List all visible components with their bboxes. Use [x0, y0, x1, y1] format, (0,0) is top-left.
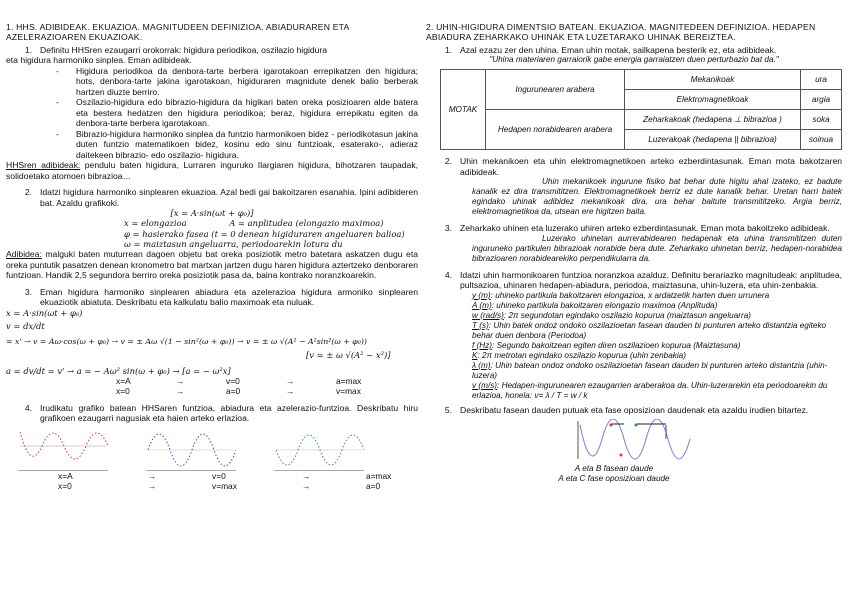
wave-definition-quote: "Uhina materiaren garraiorik gabe energia garraiatzen duen perturbazio bat da." [489, 55, 779, 65]
phase-wave-icon [576, 419, 696, 461]
bullet: - Higidura periodikoa da denbora-tarte berbera igarotakoan errepikatzen den higidura; hots, denbora-tarte jakina igarotakoan, higiduraren magnidute denek balio berberak hartzen diuzte berriro. [56, 65, 418, 97]
equation: = x' → v = Aω·cos(ω + φ₀) → v = ± Aω √(1 − sin²(ω + φ₀)) → v = ± ω √(A² − A²sin²(ω + φ₀)) [6, 337, 367, 347]
formula-def: φ = hasierako fasea (t = 0 denean higiduraren angeluaren balioa) [124, 228, 405, 239]
shm-graphs [18, 428, 418, 471]
bullet: - Bibrazio-higidura harmoniko sinplea da funtzio harmonikoen bidez - periodikotasun jakina duten funtzio matematikoen bidez, kosinu edo sinu funtzioak, esaterako-, adieraz daitekeen bibrazio- edo oszilazio- higidura. [56, 128, 418, 160]
question-2-4: 4. Idatzi uhin harmonikoaren funtzioa noranzkoa azalduz. Definitu berariazko magnitudeak: anplitudea, pultsazioa, uhinaren hedapen-abiadura, periodoa, maiztasuna, uhin-luzera, eta uhin-zenbakia. [444, 269, 842, 291]
question-text: Definitu HHSren ezaugarri orokorrak: higidura periodikoa, oszilazio higidura [40, 44, 328, 55]
formula-def: ω = maiztasun angeluarra, periodoarekin lotura du [124, 238, 343, 249]
section-1-heading: 1. HHS. ADIBIDEAK. EKUAZIOA. MAGNITUDEEN DEFINIZIOA. ABIADURAREN ETA AZELERAZIOAREN EKUAZIOAK. [6, 22, 349, 43]
question-text-cont: eta higidura harmoniko sinplea. Eman adibideak. [6, 55, 192, 66]
magnitude-def: f (Hz): Segundo bakoitzean egiten diren oszilazioen kopurua (Maiztasuna) [472, 340, 741, 350]
caption-opposition: A eta C fase oposizioan daude [558, 473, 670, 483]
values-table: x=A → v=0 → a=max x=0 → a=0 → v=max [116, 376, 362, 397]
example-paragraph: Adibidea: malguki baten muturrean dagoen objetu bat oreka posiziotik metro batetara askatzen dugu eta oreka puntutik pasatzen denean kronometro bat martxan jartzen dugu haren higidura aztertzeko denboraren funtzioan. Handik 2,5 segundora berriro oreka posiziotik pasa da, baina kontrako noranzkoarekin. [6, 249, 418, 281]
question-2-1: 1. Azal ezazu zer den uhina. Eman uhin motak, sailkapena besterik ez, eta adibideak. [444, 44, 777, 55]
shm-formula: [x = A·sin(ωt + φ₀)] [170, 208, 254, 219]
wave-types-table: MOTAK Ingurunearen arabera Mekanikoak ura Elektromagnetikoak argia Hedapen norabidearen arabera Zeharkakoak (hedapena ⊥ bibrazioa ) soka Luzerakoak (hedapena || bibrazioa) soinua [440, 69, 842, 150]
magnitude-def: y (m): uhineko partikula bakoitzaren elongazioa, x ardatzetik harten duen urrunera [472, 290, 770, 300]
caption-in-phase: A eta B fasean daude [574, 463, 654, 473]
table-root: MOTAK [441, 70, 486, 150]
equation: x = A·sin(ωt + φ₀) [6, 307, 83, 318]
examples-paragraph: HHSren adibideak: pendulu baten higidura, Lurraren inguruko Ilargiaren higidura, bihotzaren taupadak, solidoetako atomoen bibrazioa… [6, 160, 418, 181]
equation: [v = ± ω √(A² − x²)] [306, 349, 391, 360]
left-column [6, 22, 418, 491]
question-1-3: 3. Eman higidura harmoniko sinplearen abiadura eta azelerazioa higidura armoniko sinplearen ekuaziotik abiatuta. Deskribatu eta kalkulatu balio maximoak eta nuluak. [24, 286, 418, 308]
magnitude-def: v (m/s): Hedapen-ingurunearen ezaugarrien araberakoa da. Uhin-luzerarekin eta periodoarekin du erlazioa, honela: v= λ / T = w / k [472, 380, 828, 400]
right-column [426, 22, 842, 484]
equation: v = dx/dt [6, 320, 45, 331]
question-number: 1. [24, 44, 32, 55]
question-1-2: 2. Idatzi higidura harmoniko sinplearen ekuazioa. Azal bedi gai bakoitzaren esanahia. Ipini adibideren bat. Azaldu grafikoki. [24, 187, 418, 208]
bullet: - Oszilazio-higidura edo bibrazio-higidura da higikari baten oreka posizioaren alde batera eta bestera hedatzen den higidura periodikoa; beraz, higidura errepikatu egiten da denbora-tarte berbera igarotakoan. [56, 97, 418, 129]
position-graph-icon [18, 428, 108, 471]
acceleration-graph-icon [274, 428, 364, 471]
section-2-heading: 2. UHIN-HIGIDURA DIMENTSIO BATEAN. EKUAZIOA. MAGNITEDEEN DEFINIZIOA. HEDAPEN ABIADURA ZEHARKAKO UHINAK ETA LUZETARAKO UHINAK BEREIZTEA. [426, 22, 816, 43]
velocity-graph-icon [146, 428, 236, 471]
magnitude-def: T (s): Uhin batek ondoz ondoko oszilazioetan fasean dauden bi punturen arteko distantzia egiteko behar duen denbora (Periodoa) [472, 320, 827, 340]
question-2-5: 5. Deskribatu fasean dauden putuak eta fase oposizioan daudenak eta azaldu irudien bitartez. [444, 404, 809, 415]
question-2-2: 2. Uhin mekanikoen eta uhin elektromagnetikoen arteko ezberdintasunak. Eman mota bakotzaren adibideak. [444, 156, 842, 177]
graph-values: x=A → v=0 → a=max x=0 → v=max → a=0 [58, 470, 392, 491]
answer-2-3: Luzerako uhinetan aurrerabidearen hedapenak eta uhina transmititzen duten inguruneko partikulen bibrazioak norabide bera dute. Zeharkako uhinetan berriz, hedapen-norabidea bibrazioaren norabidearekiko perpendikularra da. [472, 233, 842, 263]
equation: a = dv/dt = v' → a = − Aω² sin(ω + φ₀) → [a = − ω²x] [6, 365, 231, 376]
magnitude-def: λ (m): Uhin batean ondoz ondoko oszilazioetan fasean dauden bi punturen arteko distantzia (uhin-luzera) [472, 360, 828, 380]
magnitude-def: w (rad/s): 2π segundotan egindako oszilazio kopurua (maiztasun angeluarra) [472, 310, 752, 320]
question-1-4: 4. Irudikatu grafiko batean HHSaren funtzioa, abiadura eta azelerazio-funtzioa. Deskribatu hiru grafikoen ezaugarri nagusiak eta haien arteko erlazioa. [24, 402, 418, 424]
answer-2-2: Uhin mekanikoek ingurune fisiko bat behar dute higitu ahal izateko, ez badute kanalik ez dira transmititzen. Elektromagnetikoek berriz ez dute kanalik behar. Uretan harri batek egindako uhinak adibidez mekanikoak dira, ura behar baitute transmititzeko. Argia berriz, elektromagnetikoa da, utsean ere higitzen baita. [472, 177, 842, 217]
magnitude-def: A (m): uhineko partikula bakoitzaren elongazio maximoa (Anplituda) [472, 300, 718, 310]
question-2-3: 3. Zeharkako uhinen eta luzerako uhiren arteko ezberdintasunak. Eman mota bakoitzeko adibideak. [444, 223, 830, 234]
magnitude-def: K: 2π metrotan egindako oszilazio kopurua (uhin zenbakia) [472, 350, 686, 360]
formula-def: x = elongazioa A = anplitudea (elongazio maximoa) [124, 218, 384, 229]
question-1-1 [6, 45, 418, 55]
